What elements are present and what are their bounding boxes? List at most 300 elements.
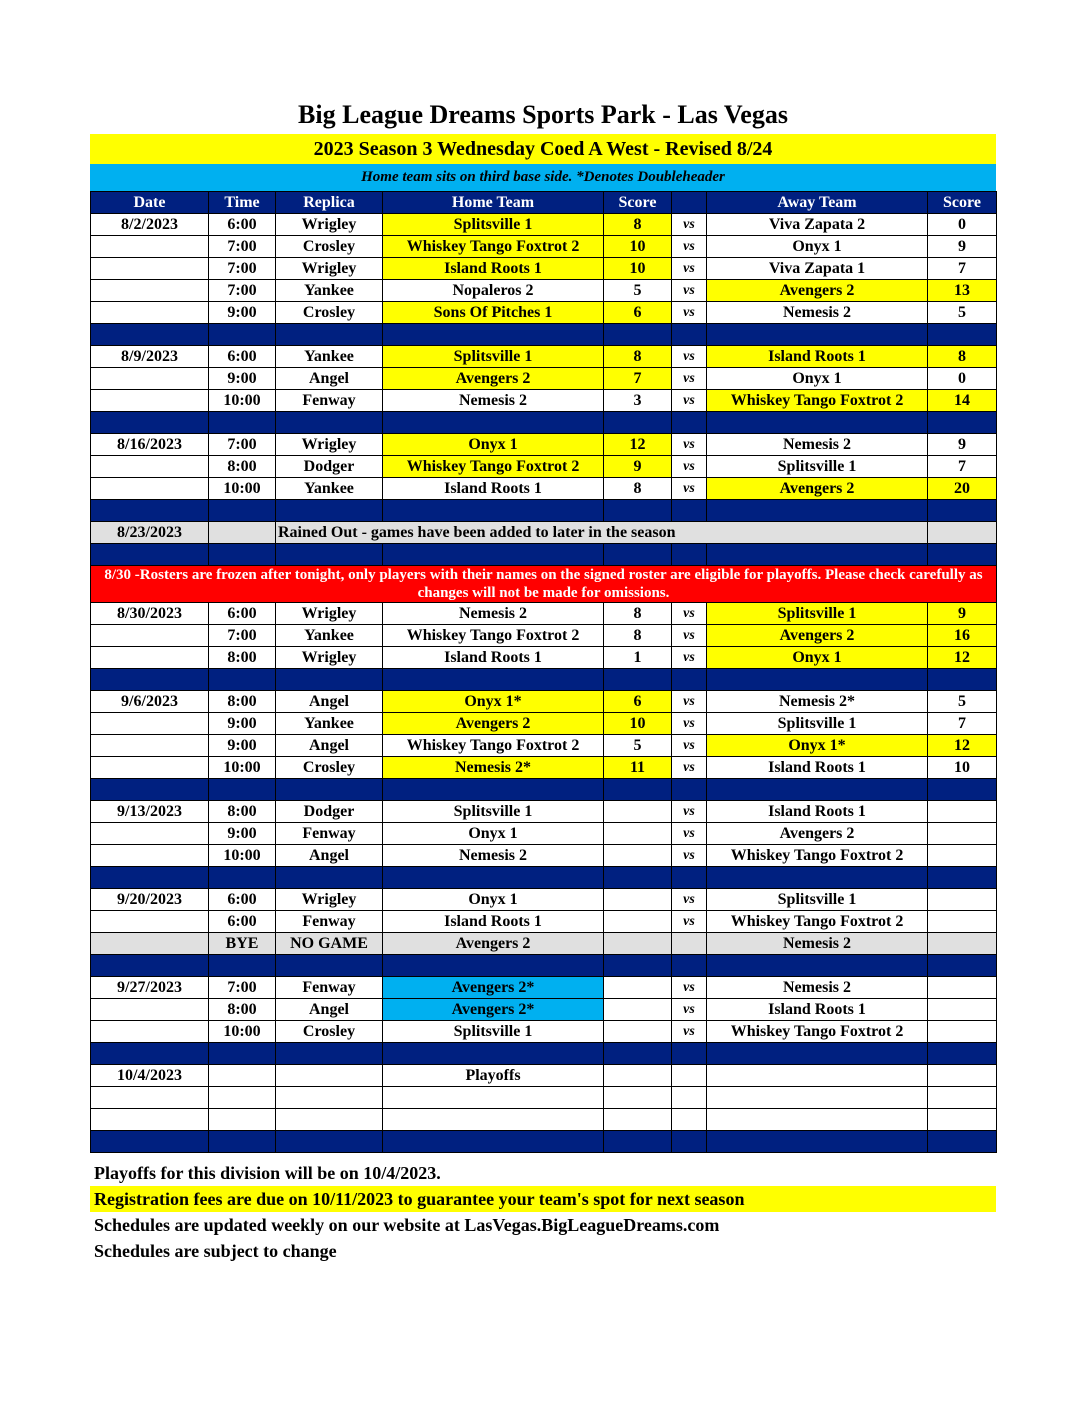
away-score-cell: 9 <box>928 603 997 625</box>
home-team-cell: Nemesis 2 <box>383 603 604 625</box>
date-cell: 10/4/2023 <box>91 1065 209 1087</box>
vs-cell: vs <box>672 625 707 647</box>
home-score-cell: 11 <box>604 757 672 779</box>
page-title: Big League Dreams Sports Park - Las Vegas <box>298 100 788 129</box>
date-cell <box>91 823 209 845</box>
home-score-cell: 3 <box>604 390 672 412</box>
vs-cell <box>672 933 707 955</box>
home-team-cell: Splitsville 1 <box>383 1021 604 1043</box>
home-score-cell: 7 <box>604 368 672 390</box>
vs-cell: vs <box>672 456 707 478</box>
vs-cell: vs <box>672 801 707 823</box>
time-cell: 9:00 <box>209 713 276 735</box>
away-score-cell: 7 <box>928 258 997 280</box>
vs-cell: vs <box>672 280 707 302</box>
home-team-cell: Sons Of Pitches 1 <box>383 302 604 324</box>
separator-cell <box>383 324 604 346</box>
date-cell <box>91 647 209 669</box>
away-score-cell <box>928 845 997 867</box>
home-team-cell: Splitsville 1 <box>383 801 604 823</box>
separator-cell <box>672 500 707 522</box>
date-cell <box>91 999 209 1021</box>
home-score-cell: 5 <box>604 280 672 302</box>
away-team-cell: Island Roots 1 <box>707 346 928 368</box>
separator-cell <box>928 1043 997 1065</box>
vs-cell: vs <box>672 647 707 669</box>
home-score-cell <box>604 1109 672 1131</box>
separator-row <box>91 412 997 434</box>
home-team-cell: Whiskey Tango Foxtrot 2 <box>383 456 604 478</box>
time-cell: 8:00 <box>209 647 276 669</box>
separator-cell <box>707 1043 928 1065</box>
separator-cell <box>91 955 209 977</box>
time-cell: 7:00 <box>209 434 276 456</box>
away-score-cell <box>928 522 997 544</box>
date-cell <box>91 390 209 412</box>
replica-cell: Yankee <box>276 713 383 735</box>
separator-cell <box>91 1131 209 1153</box>
separator-cell <box>276 867 383 889</box>
separator-cell <box>604 669 672 691</box>
date-cell <box>91 933 209 955</box>
separator-cell <box>209 500 276 522</box>
away-team-cell: Island Roots 1 <box>707 757 928 779</box>
away-team-cell: Nemesis 2 <box>707 302 928 324</box>
separator-cell <box>209 867 276 889</box>
home-team-cell: Nemesis 2* <box>383 757 604 779</box>
home-score-cell: 9 <box>604 456 672 478</box>
date-cell <box>91 456 209 478</box>
date-cell: 8/23/2023 <box>91 522 209 544</box>
home-team-cell: Splitsville 1 <box>383 346 604 368</box>
vs-cell: vs <box>672 236 707 258</box>
replica-cell: Angel <box>276 368 383 390</box>
replica-cell <box>276 1109 383 1131</box>
game-row <box>91 911 997 933</box>
home-team-cell: Onyx 1* <box>383 691 604 713</box>
vs-cell: vs <box>672 911 707 933</box>
time-cell: 6:00 <box>209 911 276 933</box>
replica-cell: Crosley <box>276 302 383 324</box>
replica-cell: Dodger <box>276 801 383 823</box>
schedule-sheet <box>90 134 996 1153</box>
home-score-cell: 8 <box>604 603 672 625</box>
home-score-cell <box>604 977 672 999</box>
vs-cell: vs <box>672 368 707 390</box>
separator-cell <box>383 1043 604 1065</box>
away-score-cell <box>928 933 997 955</box>
home-score-cell <box>604 1065 672 1087</box>
vs-cell: vs <box>672 691 707 713</box>
time-cell: 6:00 <box>209 603 276 625</box>
game-row <box>91 390 997 412</box>
separator-cell <box>276 500 383 522</box>
away-score-cell <box>928 1087 997 1109</box>
away-team-cell <box>707 1087 928 1109</box>
date-cell: 8/2/2023 <box>91 214 209 236</box>
date-cell <box>91 757 209 779</box>
footer-notes <box>90 1160 996 1264</box>
away-score-cell: 7 <box>928 713 997 735</box>
home-score-cell <box>604 889 672 911</box>
home-team-cell: Nemesis 2 <box>383 845 604 867</box>
home-team-cell: Whiskey Tango Foxtrot 2 <box>383 625 604 647</box>
away-team-cell: Island Roots 1 <box>707 801 928 823</box>
separator-cell <box>672 412 707 434</box>
time-cell: 9:00 <box>209 368 276 390</box>
game-row <box>91 302 997 324</box>
away-score-cell: 13 <box>928 280 997 302</box>
vs-cell: vs <box>672 346 707 368</box>
time-cell: 10:00 <box>209 478 276 500</box>
replica-cell <box>276 1087 383 1109</box>
replica-cell: Yankee <box>276 478 383 500</box>
separator-row <box>91 955 997 977</box>
away-score-cell: 16 <box>928 625 997 647</box>
game-row <box>91 1109 997 1131</box>
home-score-cell <box>604 933 672 955</box>
home-team-cell: Island Roots 1 <box>383 911 604 933</box>
date-cell <box>91 1087 209 1109</box>
roster-alert-row <box>91 566 997 603</box>
away-team-cell: Onyx 1* <box>707 735 928 757</box>
date-cell <box>91 258 209 280</box>
separator-cell <box>928 955 997 977</box>
separator-cell <box>928 324 997 346</box>
separator-cell <box>209 1131 276 1153</box>
separator-cell <box>672 955 707 977</box>
separator-cell <box>604 955 672 977</box>
home-score-cell: 6 <box>604 691 672 713</box>
away-team-cell: Avengers 2 <box>707 823 928 845</box>
time-cell: 6:00 <box>209 214 276 236</box>
separator-cell <box>276 779 383 801</box>
time-cell: 7:00 <box>209 280 276 302</box>
home-team-cell: Island Roots 1 <box>383 647 604 669</box>
separator-cell <box>928 544 997 566</box>
separator-cell <box>383 500 604 522</box>
away-score-cell <box>928 1065 997 1087</box>
game-row <box>91 977 997 999</box>
separator-row <box>91 544 997 566</box>
game-row <box>91 647 997 669</box>
separator-cell <box>91 412 209 434</box>
separator-cell <box>928 1131 997 1153</box>
separator-cell <box>672 1043 707 1065</box>
away-score-cell: 9 <box>928 434 997 456</box>
header-home-score: Score <box>604 192 672 214</box>
time-cell: 9:00 <box>209 302 276 324</box>
time-cell: 10:00 <box>209 757 276 779</box>
header-vs <box>672 192 707 214</box>
home-score-cell: 10 <box>604 236 672 258</box>
home-score-cell <box>604 801 672 823</box>
home-team-cell: Island Roots 1 <box>383 478 604 500</box>
replica-cell: Wrigley <box>276 434 383 456</box>
away-score-cell: 5 <box>928 691 997 713</box>
away-team-cell: Avengers 2 <box>707 478 928 500</box>
time-cell: 8:00 <box>209 691 276 713</box>
away-score-cell: 7 <box>928 456 997 478</box>
separator-cell <box>209 955 276 977</box>
home-score-cell: 12 <box>604 434 672 456</box>
separator-row <box>91 779 997 801</box>
separator-cell <box>672 324 707 346</box>
replica-cell <box>276 1065 383 1087</box>
time-cell: 7:00 <box>209 236 276 258</box>
table-header-row <box>91 192 997 214</box>
away-team-cell: Onyx 1 <box>707 236 928 258</box>
away-score-cell <box>928 823 997 845</box>
away-score-cell: 12 <box>928 735 997 757</box>
separator-cell <box>604 544 672 566</box>
separator-cell <box>707 669 928 691</box>
date-cell: 9/27/2023 <box>91 977 209 999</box>
vs-cell: vs <box>672 823 707 845</box>
separator-cell <box>383 955 604 977</box>
time-cell: 7:00 <box>209 977 276 999</box>
game-row <box>91 1021 997 1043</box>
replica-cell: Angel <box>276 735 383 757</box>
away-team-cell <box>707 1109 928 1131</box>
time-cell: 6:00 <box>209 346 276 368</box>
date-cell <box>91 1109 209 1131</box>
date-cell <box>91 368 209 390</box>
separator-cell <box>209 544 276 566</box>
separator-cell <box>276 1131 383 1153</box>
date-cell: 8/30/2023 <box>91 603 209 625</box>
time-cell: 8:00 <box>209 801 276 823</box>
replica-cell: Fenway <box>276 911 383 933</box>
date-cell <box>91 236 209 258</box>
home-score-cell: 5 <box>604 735 672 757</box>
vs-cell: vs <box>672 603 707 625</box>
separator-cell <box>383 412 604 434</box>
separator-cell <box>707 1131 928 1153</box>
replica-cell: Fenway <box>276 823 383 845</box>
away-score-cell <box>928 889 997 911</box>
header-away-team: Away Team <box>707 192 928 214</box>
game-row <box>91 236 997 258</box>
away-team-cell: Splitsville 1 <box>707 456 928 478</box>
home-score-cell: 10 <box>604 258 672 280</box>
away-score-cell: 14 <box>928 390 997 412</box>
home-team-cell <box>383 1087 604 1109</box>
separator-cell <box>672 779 707 801</box>
replica-cell: Crosley <box>276 236 383 258</box>
game-row <box>91 801 997 823</box>
separator-cell <box>604 412 672 434</box>
time-cell <box>209 1109 276 1131</box>
home-score-cell <box>604 999 672 1021</box>
replica-cell: Fenway <box>276 977 383 999</box>
home-team-cell: Nemesis 2 <box>383 390 604 412</box>
separator-cell <box>383 867 604 889</box>
away-team-cell <box>707 1065 928 1087</box>
separator-cell <box>707 324 928 346</box>
away-score-cell: 10 <box>928 757 997 779</box>
game-row <box>91 625 997 647</box>
time-cell: 10:00 <box>209 1021 276 1043</box>
separator-row <box>91 1131 997 1153</box>
away-team-cell: Island Roots 1 <box>707 999 928 1021</box>
separator-cell <box>672 544 707 566</box>
away-team-cell: Avengers 2 <box>707 625 928 647</box>
game-row <box>91 1065 997 1087</box>
away-team-cell: Splitsville 1 <box>707 603 928 625</box>
date-cell <box>91 625 209 647</box>
separator-cell <box>604 324 672 346</box>
game-row <box>91 434 997 456</box>
time-cell: 9:00 <box>209 823 276 845</box>
away-score-cell <box>928 977 997 999</box>
home-score-cell <box>604 911 672 933</box>
time-cell: 6:00 <box>209 889 276 911</box>
replica-cell: Dodger <box>276 456 383 478</box>
time-cell <box>209 522 276 544</box>
vs-cell <box>672 1109 707 1131</box>
home-team-cell: Island Roots 1 <box>383 258 604 280</box>
separator-cell <box>91 779 209 801</box>
replica-cell: Fenway <box>276 390 383 412</box>
separator-cell <box>604 500 672 522</box>
separator-cell <box>604 1043 672 1065</box>
separator-cell <box>276 669 383 691</box>
away-team-cell: Whiskey Tango Foxtrot 2 <box>707 845 928 867</box>
change-note: Schedules are subject to change <box>94 1241 337 1261</box>
date-cell <box>91 302 209 324</box>
game-row <box>91 603 997 625</box>
header-date: Date <box>91 192 209 214</box>
header-time: Time <box>209 192 276 214</box>
separator-cell <box>276 544 383 566</box>
away-score-cell: 0 <box>928 368 997 390</box>
replica-cell: Wrigley <box>276 647 383 669</box>
playoffs-note: Playoffs for this division will be on 10/4/2023. <box>94 1163 441 1183</box>
replica-cell: Yankee <box>276 280 383 302</box>
game-row <box>91 258 997 280</box>
time-cell <box>209 1065 276 1087</box>
time-cell: 10:00 <box>209 845 276 867</box>
replica-cell: Crosley <box>276 757 383 779</box>
home-score-cell <box>604 823 672 845</box>
game-row <box>91 346 997 368</box>
separator-row <box>91 324 997 346</box>
separator-cell <box>209 779 276 801</box>
separator-cell <box>707 779 928 801</box>
home-score-cell <box>604 1087 672 1109</box>
away-team-cell: Viva Zapata 1 <box>707 258 928 280</box>
separator-cell <box>383 1131 604 1153</box>
away-team-cell: Nemesis 2 <box>707 434 928 456</box>
away-score-cell: 12 <box>928 647 997 669</box>
date-cell <box>91 478 209 500</box>
replica-cell: Wrigley <box>276 603 383 625</box>
separator-cell <box>276 1043 383 1065</box>
away-team-cell: Nemesis 2 <box>707 933 928 955</box>
away-score-cell: 9 <box>928 236 997 258</box>
date-cell <box>91 713 209 735</box>
replica-cell: Angel <box>276 691 383 713</box>
home-team-cell: Avengers 2 <box>383 933 604 955</box>
separator-cell <box>91 867 209 889</box>
home-score-cell: 8 <box>604 625 672 647</box>
vs-cell: vs <box>672 302 707 324</box>
separator-cell <box>707 955 928 977</box>
home-team-cell: Onyx 1 <box>383 823 604 845</box>
separator-cell <box>672 669 707 691</box>
home-team-cell: Avengers 2* <box>383 999 604 1021</box>
game-row <box>91 214 997 236</box>
away-score-cell <box>928 1109 997 1131</box>
time-cell: 7:00 <box>209 258 276 280</box>
header-replica: Replica <box>276 192 383 214</box>
game-row <box>91 456 997 478</box>
time-cell: 9:00 <box>209 735 276 757</box>
separator-cell <box>604 1131 672 1153</box>
separator-cell <box>91 544 209 566</box>
vs-cell <box>672 1065 707 1087</box>
time-cell: 8:00 <box>209 999 276 1021</box>
away-score-cell <box>928 1021 997 1043</box>
away-team-cell: Whiskey Tango Foxtrot 2 <box>707 1021 928 1043</box>
away-score-cell: 8 <box>928 346 997 368</box>
date-cell: 9/13/2023 <box>91 801 209 823</box>
time-cell: 10:00 <box>209 390 276 412</box>
home-score-cell: 8 <box>604 214 672 236</box>
game-row <box>91 713 997 735</box>
game-row <box>91 1087 997 1109</box>
vs-cell: vs <box>672 845 707 867</box>
vs-cell: vs <box>672 390 707 412</box>
date-cell <box>91 1021 209 1043</box>
bye-row <box>91 933 997 955</box>
home-score-cell <box>604 845 672 867</box>
separator-cell <box>91 1043 209 1065</box>
separator-cell <box>209 324 276 346</box>
vs-cell: vs <box>672 889 707 911</box>
separator-cell <box>209 412 276 434</box>
separator-cell <box>707 544 928 566</box>
separator-cell <box>276 324 383 346</box>
replica-cell: Crosley <box>276 1021 383 1043</box>
game-row <box>91 845 997 867</box>
separator-cell <box>707 412 928 434</box>
game-row <box>91 368 997 390</box>
replica-cell: Wrigley <box>276 889 383 911</box>
date-cell <box>91 735 209 757</box>
away-score-cell <box>928 911 997 933</box>
home-team-cell: Avengers 2 <box>383 713 604 735</box>
time-cell: 8:00 <box>209 456 276 478</box>
home-team-cell: Avengers 2* <box>383 977 604 999</box>
game-row <box>91 889 997 911</box>
game-row <box>91 735 997 757</box>
header-home-team: Home Team <box>383 192 604 214</box>
vs-cell: vs <box>672 977 707 999</box>
vs-cell: vs <box>672 1021 707 1043</box>
season-subtitle: 2023 Season 3 Wednesday Coed A West - Revised 8/24 <box>90 134 996 164</box>
separator-row <box>91 1043 997 1065</box>
vs-cell <box>672 1087 707 1109</box>
away-score-cell <box>928 801 997 823</box>
home-score-cell: 1 <box>604 647 672 669</box>
separator-cell <box>91 669 209 691</box>
away-team-cell: Splitsville 1 <box>707 889 928 911</box>
separator-cell <box>383 669 604 691</box>
home-team-cell <box>383 1109 604 1131</box>
vs-cell: vs <box>672 735 707 757</box>
